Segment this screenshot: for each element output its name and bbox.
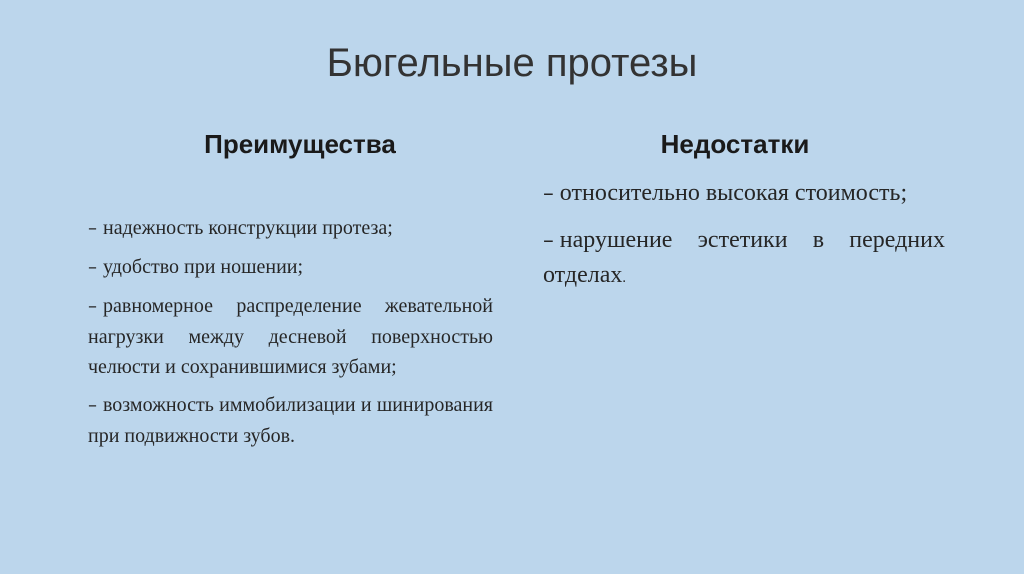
disadvantage-text: относительно высокая стоимость; xyxy=(559,180,908,206)
bullet-dash: – xyxy=(543,228,554,253)
bullet-dash: – xyxy=(543,181,554,206)
advantage-text: удобство при ношении; xyxy=(103,256,304,278)
list-item xyxy=(88,252,493,283)
disadvantages-heading: Недостатки xyxy=(660,129,810,159)
list-item xyxy=(88,390,493,451)
advantages-list xyxy=(88,213,493,459)
list-item xyxy=(88,291,493,382)
advantage-text: надежность конструкции протеза; xyxy=(103,217,393,239)
list-item xyxy=(543,223,945,295)
advantage-text: равномерное распределение жевательной нагрузки между десневой поверхностью челюсти и сохранившимися зубами; xyxy=(88,295,493,378)
advantage-text: возможность иммобилизации и шинирования при подвижности зубов. xyxy=(88,394,493,447)
bullet-dash: – xyxy=(88,218,97,239)
bullet-dash: – xyxy=(88,257,97,278)
disadvantage-text: нарушение эстетики в передних отделах xyxy=(543,227,945,288)
disadvantages-list xyxy=(543,176,945,307)
slide-title: Бюгельные протезы xyxy=(326,41,698,85)
list-item xyxy=(88,213,493,244)
trailing-period: . xyxy=(622,270,626,286)
bullet-dash: – xyxy=(88,296,97,317)
list-item xyxy=(543,176,945,211)
bullet-dash: – xyxy=(88,395,97,416)
advantages-heading: Преимущества xyxy=(204,129,396,159)
